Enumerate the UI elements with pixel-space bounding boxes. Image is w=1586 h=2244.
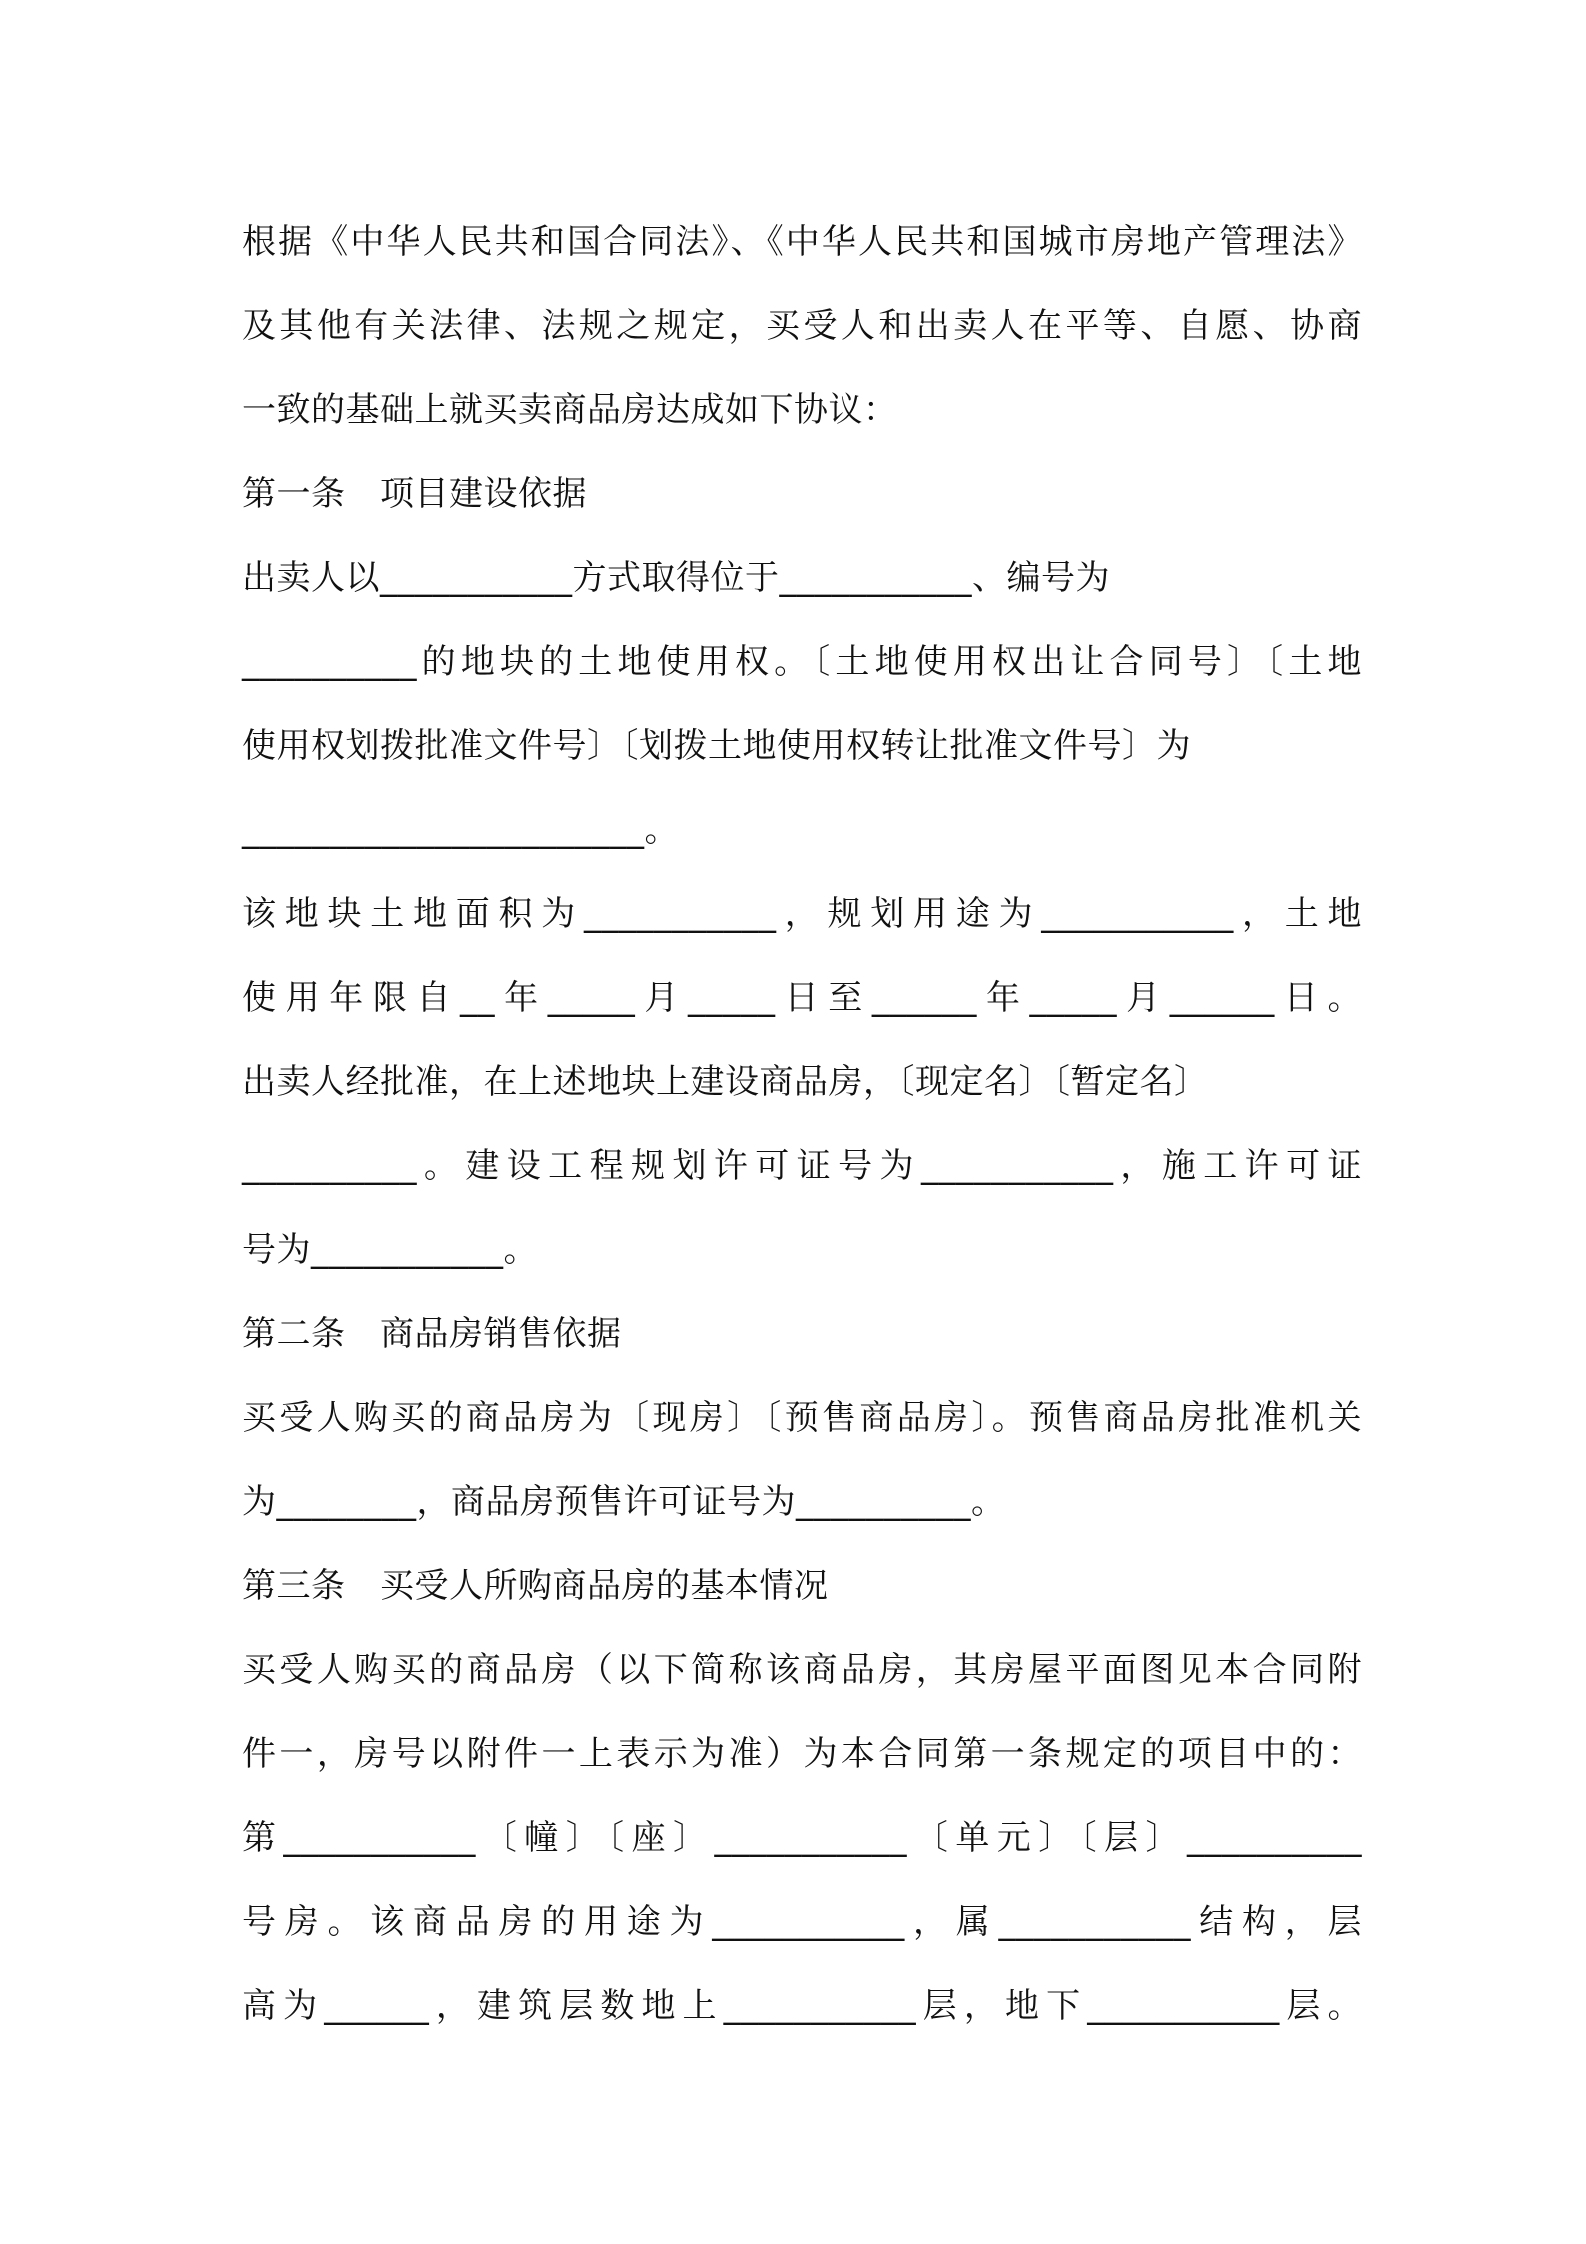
- paragraph-line: 使用年限自__年_____月_____日至______年_____月______日。: [242, 978, 1362, 1018]
- paragraph-line: 号房。该商品房的用途为___________，属___________结构，层: [242, 1902, 1362, 1942]
- paragraph-line: 根据《中华人民共和国合同法》、《中华人民共和国城市房地产管理法》: [242, 222, 1362, 262]
- contract-body: [242, 200, 1362, 2048]
- article-heading-1: 第一条 项目建设依据: [242, 474, 587, 514]
- paragraph-line: __________的地块的土地使用权。〔土地使用权出让合同号〕〔土地: [242, 642, 1362, 682]
- paragraph-line: 高为______，建筑层数地上___________层，地下___________层。: [242, 1986, 1362, 2026]
- paragraph-line: 使用权划拨批准文件号〕〔划拨土地使用权转让批准文件号〕为: [242, 726, 1191, 766]
- paragraph-line: _______________________。: [242, 810, 679, 850]
- paragraph-line: 为________，商品房预售许可证号为__________。: [242, 1482, 1006, 1522]
- paragraph-line: 买受人购买的商品房（以下简称该商品房，其房屋平面图见本合同附: [242, 1650, 1362, 1690]
- paragraph-line: __________。建设工程规划许可证号为___________，施工许可证: [242, 1146, 1362, 1186]
- paragraph-line: 及其他有关法律、法规之规定，买受人和出卖人在平等、自愿、协商: [242, 306, 1362, 346]
- paragraph-line: 一致的基础上就买卖商品房达成如下协议：: [242, 390, 898, 430]
- paragraph-line: 号为___________。: [242, 1230, 538, 1270]
- paragraph-line: 件一，房号以附件一上表示为准）为本合同第一条规定的项目中的：: [242, 1734, 1362, 1774]
- article-heading-3: 第三条 买受人所购商品房的基本情况: [242, 1566, 829, 1606]
- article-heading-2: 第二条 商品房销售依据: [242, 1314, 622, 1354]
- paragraph-line: 该地块土地面积为___________，规划用途为___________，土地: [242, 894, 1362, 934]
- paragraph-line: 出卖人以___________方式取得位于___________、编号为: [242, 558, 1110, 598]
- paragraph-line: 第___________〔幢〕〔座〕___________〔单元〕〔层〕__________: [242, 1818, 1362, 1858]
- paragraph-line: 出卖人经批准，在上述地块上建设商品房，〔现定名〕〔暂定名〕: [242, 1062, 1209, 1102]
- paragraph-line: 买受人购买的商品房为〔现房〕〔预售商品房〕。预售商品房批准机关: [242, 1398, 1362, 1438]
